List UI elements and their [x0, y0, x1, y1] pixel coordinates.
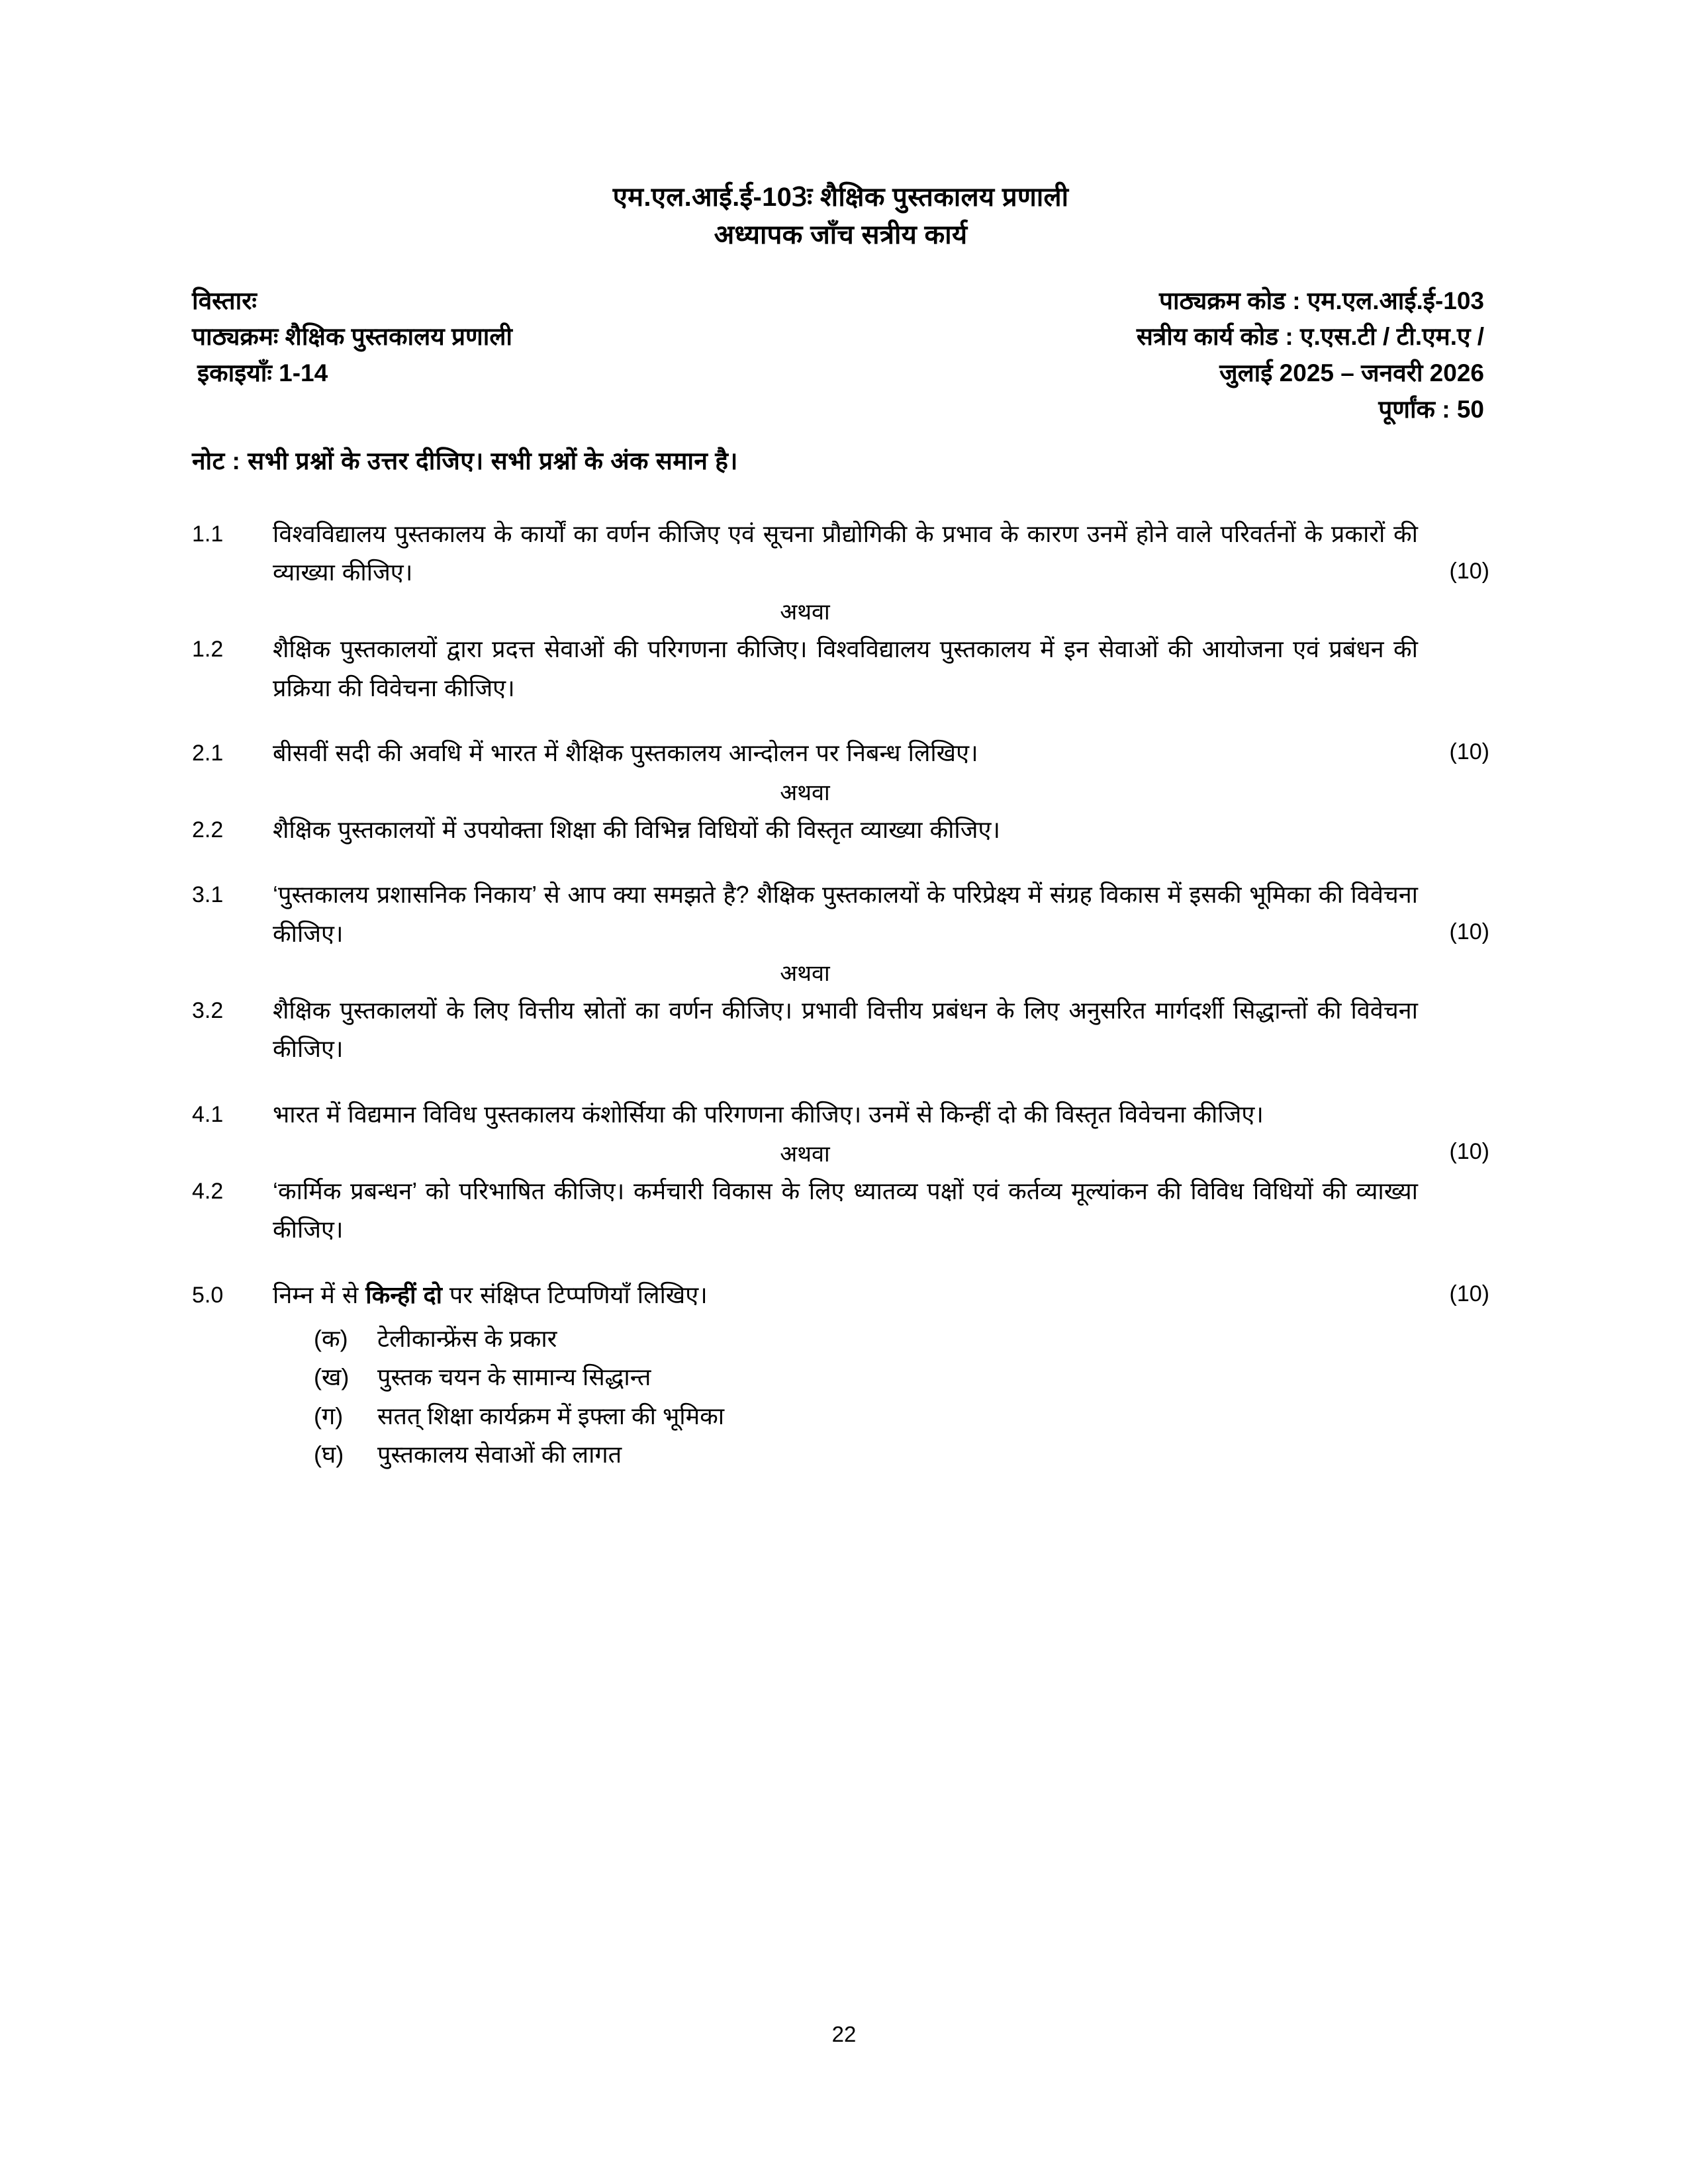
course-code: पाठ्यक्रम कोड : एम.एल.आई.ई-103 — [1158, 287, 1484, 314]
list-item — [273, 1358, 1489, 1396]
question-text-part2: पर संक्षिप्त टिप्पणियाँ लिखिए। — [442, 1281, 708, 1308]
question-number: 3.1 — [192, 882, 224, 908]
question-body — [273, 734, 1489, 772]
question-text: बीसवीं सदी की अवधि में भारत में शैक्षिक पुस्तकालय आन्दोलन पर निबन्ध लिखिए। — [273, 739, 978, 766]
question-body — [273, 630, 1489, 707]
question-row — [192, 991, 1489, 1069]
course-info-left — [192, 283, 512, 392]
sub-item-text: पुस्तक चयन के सामान्य सिद्धान्त — [377, 1363, 651, 1391]
alternative-label: अथवा — [780, 780, 830, 806]
question-marks: (10) — [1449, 1281, 1489, 1306]
question-body — [273, 876, 1489, 953]
question-marks: (10) — [1449, 558, 1489, 584]
page-content — [192, 179, 1489, 1474]
question-marks: (10) — [1449, 919, 1489, 945]
question-body — [273, 1172, 1489, 1250]
question-text-emphasis: किन्हीं दो — [365, 1281, 442, 1308]
title-line-1: एम.एल.आई.ई-103ः शैक्षिक पुस्तकालय प्रणाली — [612, 183, 1069, 212]
question-number: 2.1 — [192, 740, 224, 766]
units-line — [192, 355, 512, 392]
course-info-block — [192, 283, 1489, 428]
question-text: विश्वविद्यालय पुस्तकालय के कार्यों का वर्णन कीजिए एवं सूचना प्रौद्योगिकी के प्रभाव के कारण उनमें होने वाले परिवर्तनों के प्रकारों की व्याख्या कीजिए। — [273, 520, 1418, 586]
coverage-label: विस्तारः — [192, 287, 257, 314]
question-marks: (10) — [1449, 739, 1489, 764]
programme-name: पाठ्यक्रमः शैक्षिक पुस्तकालय प्रणाली — [192, 323, 513, 351]
course-info-right — [1137, 283, 1489, 428]
question-number: 5.0 — [192, 1282, 224, 1308]
question-number: 2.2 — [192, 817, 224, 843]
question-text: भारत में विद्यमान विविध पुस्तकालय कंशोर्सिया की परिगणना कीजिए। उनमें से किन्हीं दो की विस्तृत विवेचना कीजिए। — [273, 1100, 1264, 1128]
question-number: 1.2 — [192, 637, 224, 662]
question-body — [273, 991, 1489, 1069]
units-label: इकाइयाँः — [197, 359, 272, 387]
question-body — [273, 515, 1489, 592]
question-text: ‘कार्मिक प्रबन्धन’ को परिभाषित कीजिए। कर्मचारी विकास के लिए ध्यातव्य पक्षों एवं कर्तव्य मूल्यांकन की विविध विधियों की व्याख्या कीजिए। — [273, 1177, 1418, 1244]
question-number: 4.2 — [192, 1179, 224, 1205]
sub-item-label: (ग) — [314, 1402, 344, 1430]
list-item — [273, 1320, 1489, 1358]
question-marks: (10) — [1449, 1138, 1489, 1164]
question-row — [192, 876, 1489, 953]
alternative-label: अथवा — [780, 961, 830, 987]
question-text-part1: निम्न में से — [273, 1281, 366, 1308]
question-text: शैक्षिक पुस्तकालयों में उपयोक्ता शिक्षा की विभिन्न विधियों की विस्तृत व्याख्या कीजिए। — [273, 816, 1000, 844]
session-period: जुलाई 2025 – जनवरी 2026 — [1219, 359, 1484, 387]
list-item — [273, 1397, 1489, 1435]
question-row — [192, 630, 1489, 707]
max-marks: पूर्णांक : 50 — [1378, 395, 1484, 423]
sub-item-text: सतत् शिक्षा कार्यक्रम में इफ्ला की भूमिका — [377, 1402, 725, 1430]
question-number: 3.2 — [192, 998, 224, 1024]
question-row — [192, 734, 1489, 772]
instructions-note: नोट : सभी प्रश्नों के उत्तर दीजिए। सभी प्रश्नों के अंक समान है। — [192, 447, 738, 475]
question-text: ‘पुस्तकालय प्रशासनिक निकाय’ से आप क्या समझते है? शैक्षिक पुस्तकालयों के परिप्रेक्ष्य में संग्रह विकास में इसकी भूमिका की विवेचना कीजिए। — [273, 881, 1418, 947]
question-text: शैक्षिक पुस्तकालयों द्वारा प्रदत्त सेवाओं की परिगणना कीजिए। विश्वविद्यालय पुस्तकालय में इन सेवाओं की आयोजना एवं प्रबंधन की प्रक्रिया की विवेचना कीजिए। — [273, 635, 1418, 702]
list-item — [273, 1435, 1489, 1474]
sub-item-label: (घ) — [314, 1440, 344, 1468]
assignment-code: सत्रीय कार्य कोड : ए.एस.टी / टी.एम.ए / — [1136, 323, 1484, 351]
page-number: 22 — [831, 2022, 857, 2046]
question-number: 1.1 — [192, 521, 224, 547]
question-body — [273, 811, 1489, 849]
question-sub-items — [273, 1320, 1489, 1474]
alternative-label: अथवा — [780, 600, 830, 625]
question-body — [273, 1276, 1489, 1475]
questions-list — [192, 515, 1489, 1475]
sub-item-label: (क) — [314, 1324, 348, 1352]
question-row — [192, 1276, 1489, 1475]
units-value: 1-14 — [279, 359, 328, 387]
alternative-label: अथवा — [780, 1142, 830, 1167]
question-row — [192, 1172, 1489, 1250]
sub-item-text: पुस्तकालय सेवाओं की लागत — [377, 1440, 622, 1468]
sub-item-label: (ख) — [314, 1363, 350, 1391]
title-line-2: अध्यापक जाँच सत्रीय कार्य — [714, 220, 968, 250]
sub-item-text: टेलीकान्फ्रेंस के प्रकार — [377, 1324, 557, 1352]
question-text — [273, 1276, 1489, 1314]
question-number: 4.1 — [192, 1101, 224, 1127]
page-title — [192, 179, 1489, 254]
question-row — [192, 515, 1489, 592]
question-row — [192, 811, 1489, 849]
question-text: शैक्षिक पुस्तकालयों के लिए वित्तीय स्रोतों का वर्णन कीजिए। प्रभावी वित्तीय प्रबंधन के लिए अनुसरित मार्गदर्शी सिद्धान्तों की विवेचना कीजिए। — [273, 997, 1418, 1063]
